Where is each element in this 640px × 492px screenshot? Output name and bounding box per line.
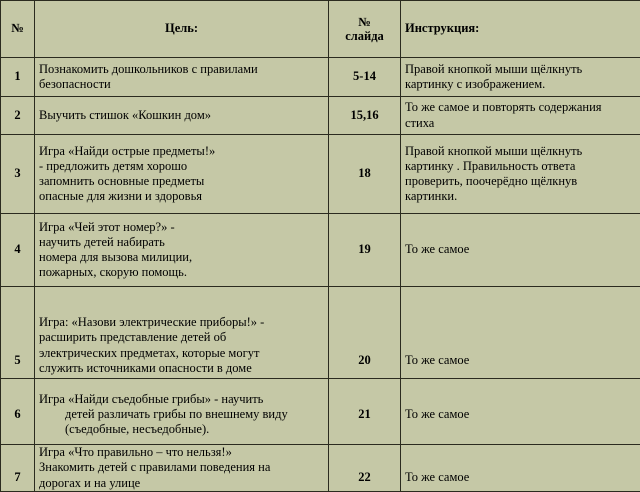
row-goal bbox=[35, 214, 329, 287]
goal-line: Игра «Найди острые предметы!» bbox=[39, 144, 324, 159]
goal-line: Познакомить дошкольников с правилами bbox=[39, 62, 324, 77]
instruction-line: Правой кнопкой мыши щёлкнуть bbox=[405, 144, 636, 159]
instruction-line: То же самое bbox=[405, 470, 636, 485]
instruction-line: То же самое bbox=[405, 242, 636, 257]
goal-line: Выучить стишок «Кошкин дом» bbox=[39, 108, 324, 123]
instruction-line: То же самое bbox=[405, 353, 636, 368]
row-instruction bbox=[401, 97, 640, 135]
header-slide-line2: слайда bbox=[333, 29, 396, 43]
goal-line: опасные для жизни и здоровья bbox=[39, 189, 324, 204]
goal-line: номера для вызова милиции, bbox=[39, 250, 324, 265]
row-number: 5 bbox=[1, 287, 35, 379]
goal-line: Игра «Что правильно – что нельзя!» bbox=[39, 445, 324, 460]
instruction-line: картинку с изображением. bbox=[405, 77, 636, 92]
row-instruction bbox=[401, 214, 640, 287]
instruction-line: картинки. bbox=[405, 189, 636, 204]
row-number: 4 bbox=[1, 214, 35, 287]
instruction-line: стиха bbox=[405, 116, 636, 131]
goal-line: научить детей набирать bbox=[39, 235, 324, 250]
header-instruction: Инструкция: bbox=[401, 1, 640, 58]
row-instruction bbox=[401, 58, 640, 97]
goal-line: Игра: «Назови электрические приборы!» - bbox=[39, 315, 324, 330]
row-slide: 22 bbox=[329, 445, 401, 492]
row-instruction bbox=[401, 379, 640, 445]
header-goal: Цель: bbox=[35, 1, 329, 58]
row-slide: 5-14 bbox=[329, 58, 401, 97]
goal-line: пожарных, скорую помощь. bbox=[39, 265, 324, 280]
row-goal bbox=[35, 97, 329, 135]
goal-line: расширить представление детей об bbox=[39, 330, 324, 345]
row-slide: 19 bbox=[329, 214, 401, 287]
row-number: 1 bbox=[1, 58, 35, 97]
row-slide: 20 bbox=[329, 287, 401, 379]
row-instruction bbox=[401, 445, 640, 492]
row-goal bbox=[35, 379, 329, 445]
instruction-line: проверить, поочерёдно щёлкнув bbox=[405, 174, 636, 189]
row-goal bbox=[35, 58, 329, 97]
table-row bbox=[1, 214, 640, 287]
row-number: 7 bbox=[1, 445, 35, 492]
goal-line: безопасности bbox=[39, 77, 324, 92]
header-row bbox=[1, 1, 640, 58]
instruction-line: Правой кнопкой мыши щёлкнуть bbox=[405, 62, 636, 77]
table-row bbox=[1, 379, 640, 445]
row-instruction bbox=[401, 287, 640, 379]
header-num: № bbox=[1, 1, 35, 58]
goal-line: Игра «Чей этот номер?» - bbox=[39, 220, 324, 235]
row-goal bbox=[35, 287, 329, 379]
table-row bbox=[1, 445, 640, 492]
instruction-line: картинку . Правильность ответа bbox=[405, 159, 636, 174]
row-number: 2 bbox=[1, 97, 35, 135]
table-row bbox=[1, 287, 640, 379]
instruction-line: То же самое bbox=[405, 407, 636, 422]
goal-line: электрических предметах, которые могут bbox=[39, 346, 324, 361]
table-row bbox=[1, 135, 640, 214]
goal-line: детей различать грибы по внешнему виду bbox=[39, 407, 324, 422]
table-row bbox=[1, 97, 640, 135]
header-slide bbox=[329, 1, 401, 58]
goal-line: Игра «Найди съедобные грибы» - научить bbox=[39, 392, 324, 407]
table-row bbox=[1, 58, 640, 97]
row-number: 3 bbox=[1, 135, 35, 214]
goal-line: Знакомить детей с правилами поведения на bbox=[39, 460, 324, 475]
instruction-line: То же самое и повторять содержания bbox=[405, 100, 636, 115]
header-slide-line1: № bbox=[333, 15, 396, 29]
row-number: 6 bbox=[1, 379, 35, 445]
row-slide: 18 bbox=[329, 135, 401, 214]
goal-line: запомнить основные предметы bbox=[39, 174, 324, 189]
row-slide: 21 bbox=[329, 379, 401, 445]
row-goal bbox=[35, 445, 329, 492]
goal-line: дорогах и на улице bbox=[39, 476, 324, 491]
row-goal bbox=[35, 135, 329, 214]
goal-line: - предложить детям хорошо bbox=[39, 159, 324, 174]
row-slide: 15,16 bbox=[329, 97, 401, 135]
row-instruction bbox=[401, 135, 640, 214]
goal-line: (съедобные, несъедобные). bbox=[39, 422, 324, 437]
goal-line: служить источниками опасности в доме bbox=[39, 361, 324, 376]
